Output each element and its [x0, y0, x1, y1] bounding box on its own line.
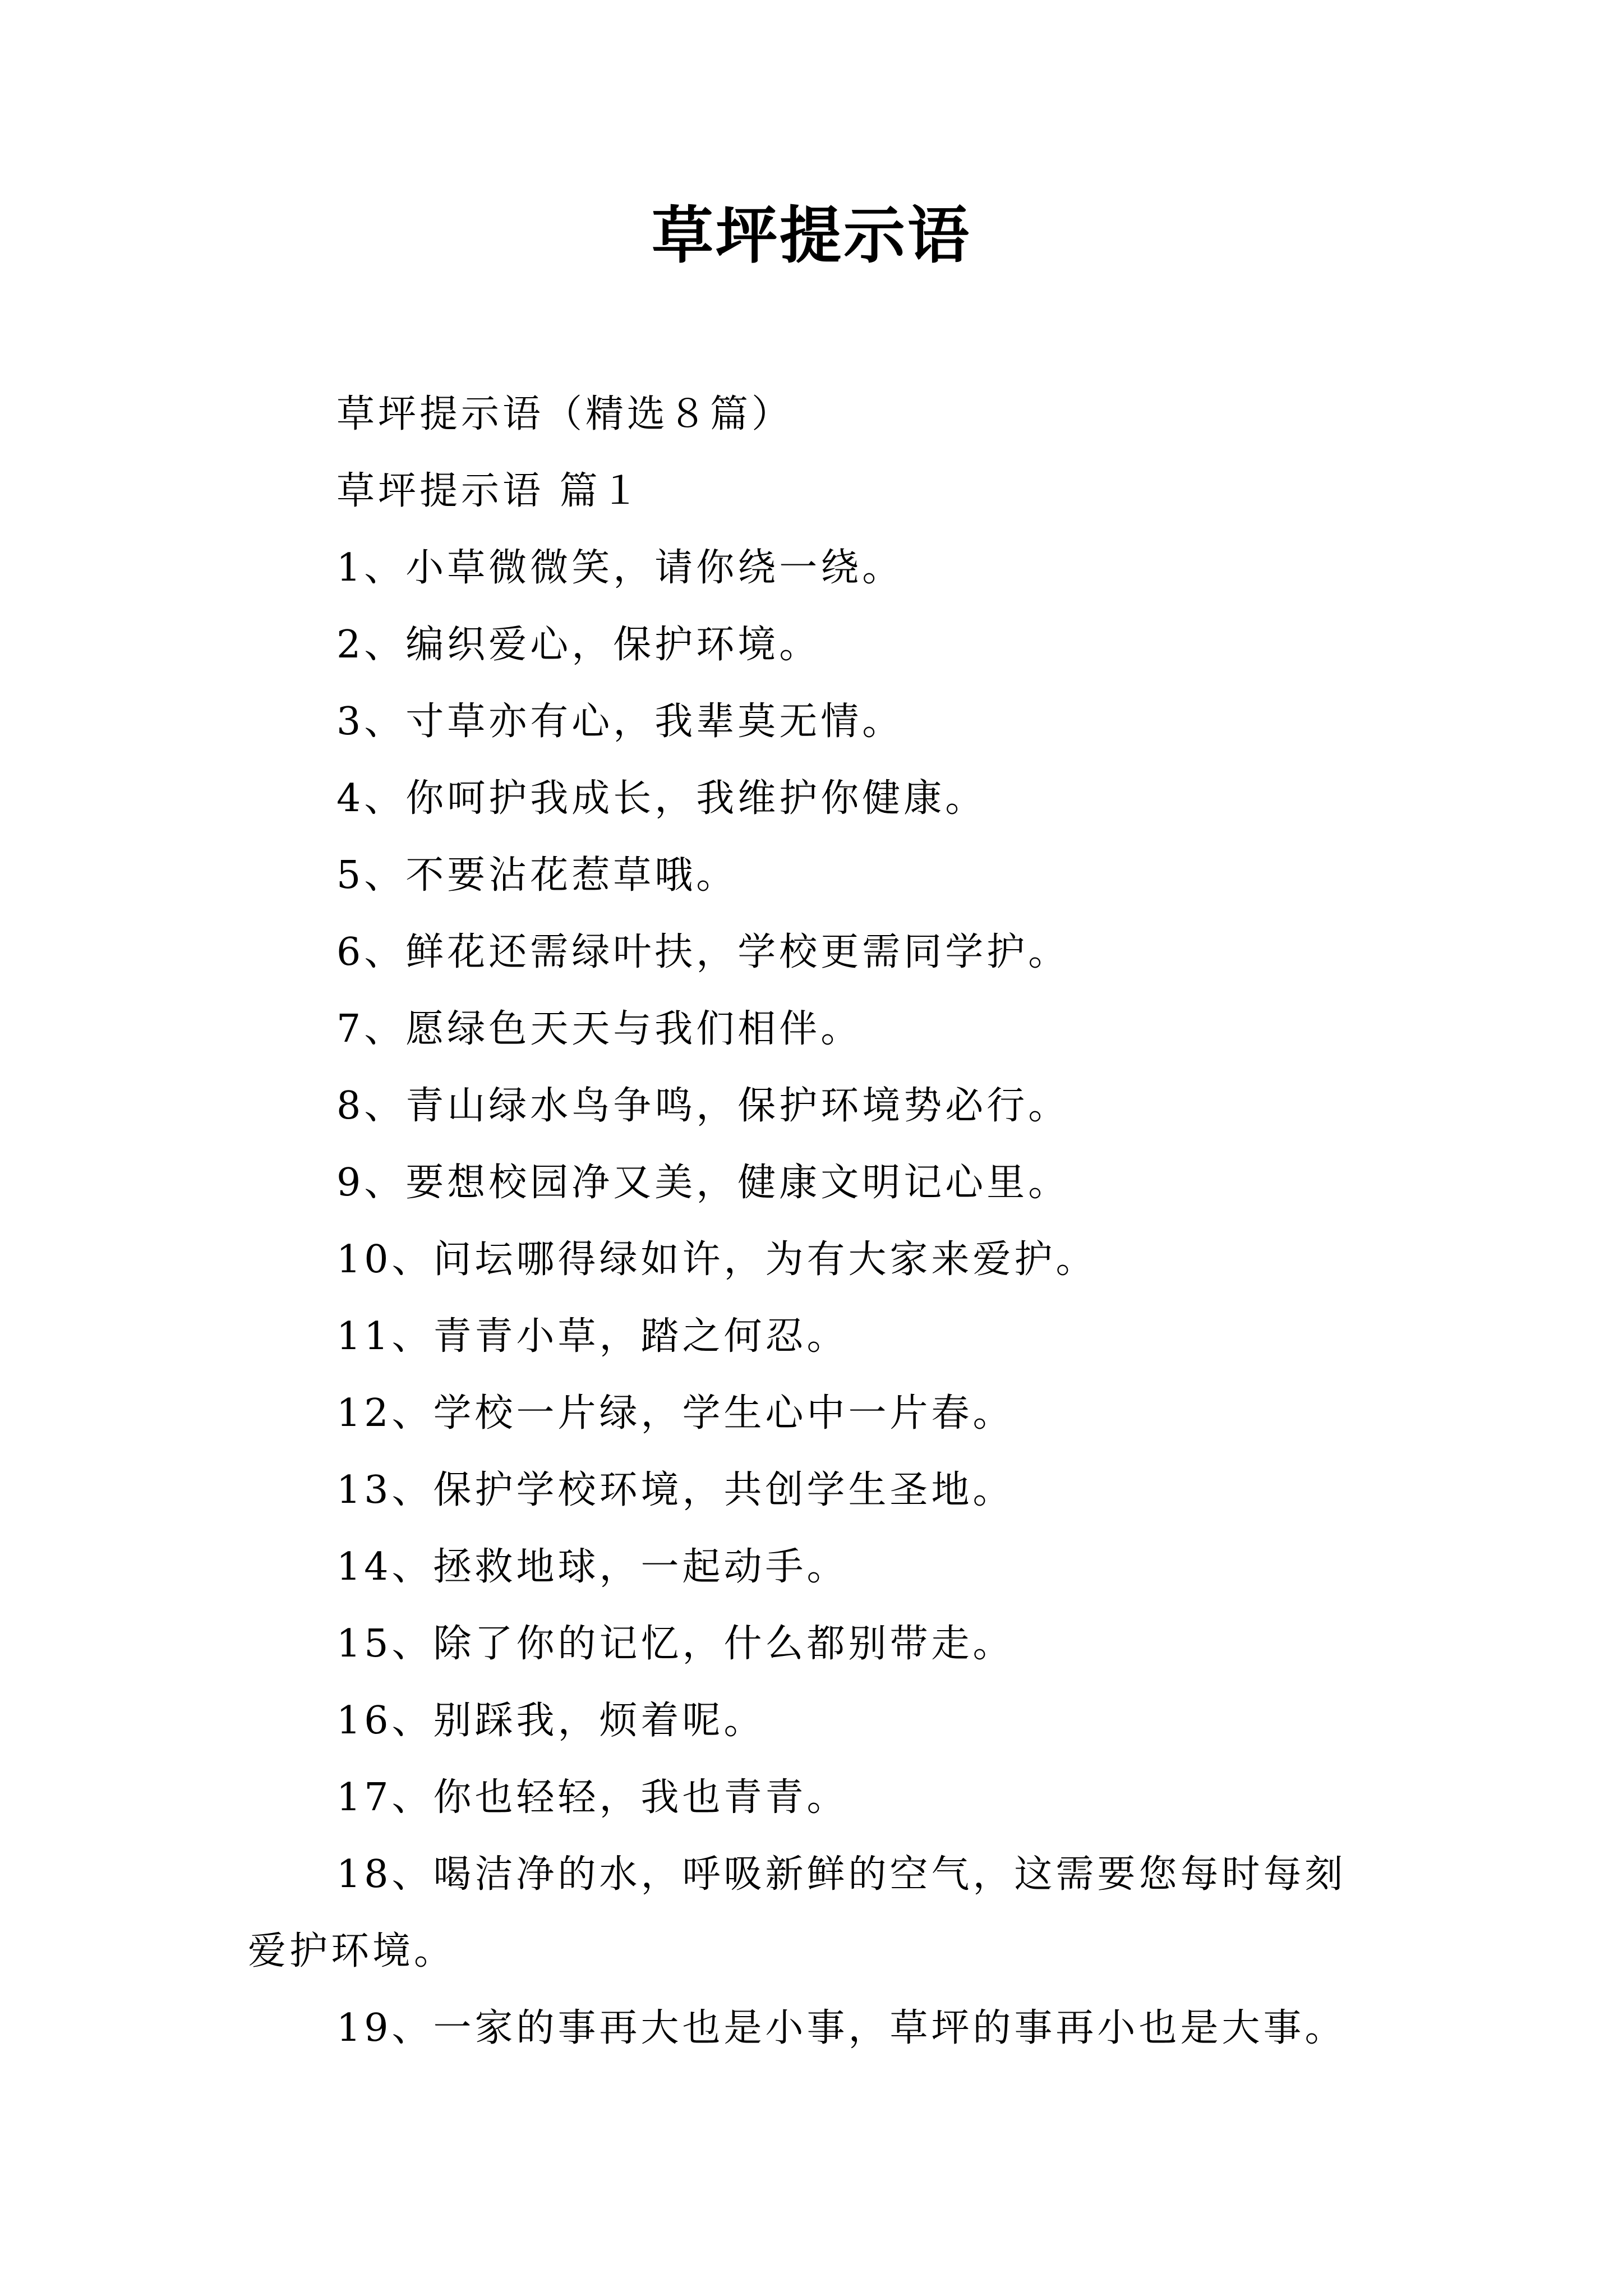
list-item: 4、你呵护我成长，我维护你健康。 — [336, 776, 987, 821]
list-item: 17、你也轻轻，我也青青。 — [336, 1775, 849, 1820]
list-item: 11、青青小草，踏之何忍。 — [336, 1314, 849, 1359]
list-item: 2、编织爱心，保护环境。 — [336, 623, 821, 667]
list-item: 1、小草微微笑，请你绕一绕。 — [336, 546, 904, 590]
list-item: 9、要想校园净又美，健康文明记心里。 — [336, 1161, 1070, 1205]
list-item: 3、寸草亦有心，我辈莫无情。 — [336, 700, 904, 744]
list-item: 5、不要沾花惹草哦。 — [336, 853, 738, 898]
document-body — [248, 376, 1426, 2067]
list-item-18-line2: 爱护环境。 — [248, 1929, 456, 1973]
list-item: 6、鲜花还需绿叶扶，学校更需同学护。 — [336, 930, 1070, 974]
list-item: 15、除了你的记忆，什么都别带走。 — [336, 1622, 1015, 1666]
list-item: 14、拯救地球，一起动手。 — [336, 1545, 849, 1589]
list-item: 7、愿绿色天天与我们相伴。 — [336, 1007, 863, 1051]
list-item: 12、学校一片绿，学生心中一片春。 — [336, 1391, 1015, 1435]
document-subtitle: 草坪提示语（精选８篇） — [336, 392, 794, 436]
list-item: 10、问坛哪得绿如许，为有大家来爱护。 — [336, 1237, 1098, 1282]
section-heading: 草坪提示语 篇１ — [336, 469, 643, 513]
page-title: 草坪提示语 — [652, 199, 971, 272]
list-item-19: 19、一家的事再大也是小事，草坪的事再小也是大事。 — [336, 2006, 1347, 2050]
list-item-18-line1: 18、喝洁净的水，呼吸新鲜的空气，这需要您每时每刻 — [336, 1852, 1347, 1897]
list-item: 13、保护学校环境，共创学生圣地。 — [336, 1468, 1015, 1512]
list-item: 16、别踩我，烦着呢。 — [336, 1699, 766, 1743]
list-item: 8、青山绿水鸟争鸣，保护环境势必行。 — [336, 1084, 1070, 1128]
